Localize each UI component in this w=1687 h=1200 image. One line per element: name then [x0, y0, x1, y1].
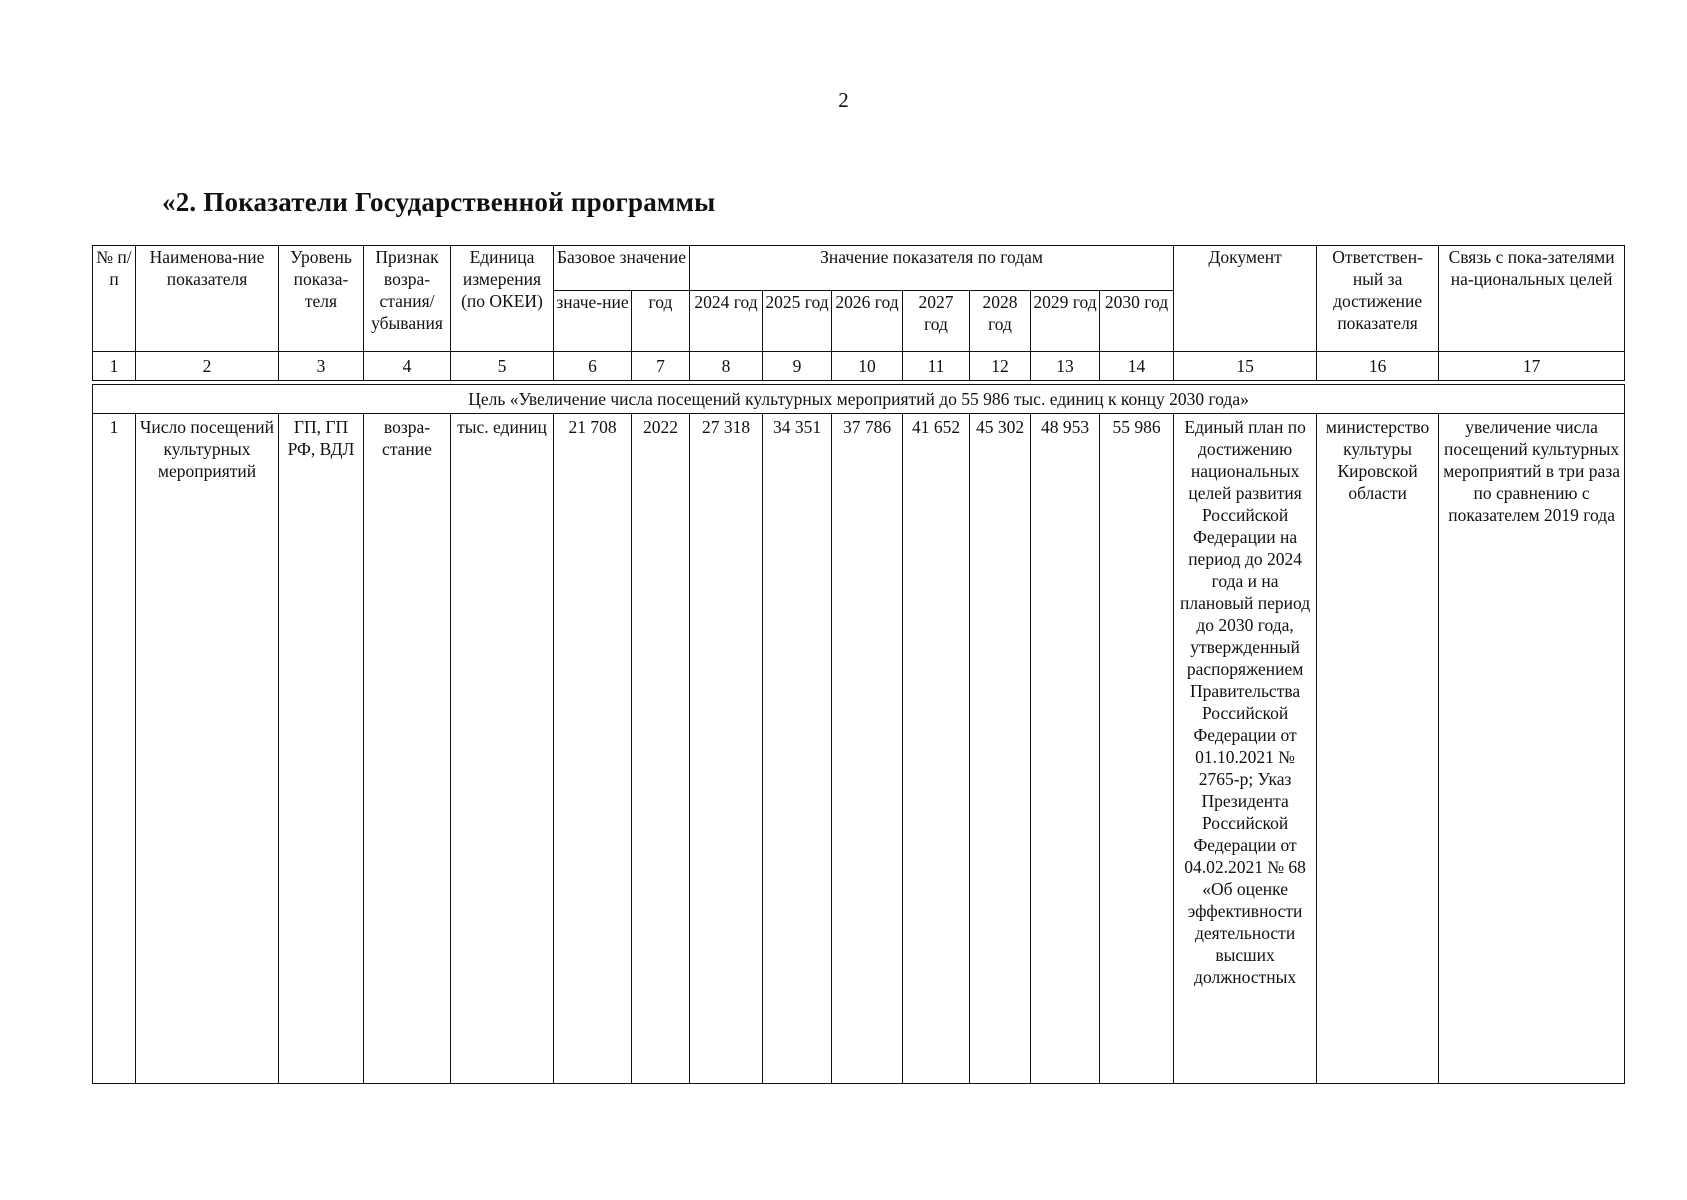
row-name: Число посещений культурных мероприятий: [136, 414, 279, 1084]
goal-text: Цель «Увеличение числа посещений культурных мероприятий до 55 986 тыс. единиц к концу 2030 года»: [93, 385, 1625, 414]
header-year-2024: 2024 год: [690, 291, 763, 352]
column-number: 12: [970, 352, 1031, 381]
goal-row: [93, 385, 1625, 414]
column-number: 4: [364, 352, 451, 381]
header-unit: Единица измерения (по ОКЕИ): [451, 246, 554, 352]
column-number: 17: [1439, 352, 1625, 381]
row-document: Единый план по достижению национальных целей развития Российской Федерации на период до 2024 года и на плановый период до 2030 года, утвержденный распоряжением Правительства Российской Федерации от 01.10.2021 № 2765-р; Указ Президента Российской Федерации от 04.02.2021 № 68 «Об оценке эффективности деятельности высших должностных: [1174, 414, 1317, 1084]
header-year-2030: 2030 год: [1100, 291, 1174, 352]
header-base: Базовое значение: [554, 246, 690, 291]
column-number: 15: [1174, 352, 1317, 381]
header-year-2028: 2028 год: [970, 291, 1031, 352]
header-link: Связь с пока-зателями на-циональных целей: [1439, 246, 1625, 352]
row-value-2029: 48 953: [1031, 414, 1100, 1084]
column-number: 3: [279, 352, 364, 381]
column-number: 14: [1100, 352, 1174, 381]
header-year-2025: 2025 год: [763, 291, 832, 352]
section-title: «2. Показатели Государственной программы: [162, 187, 716, 217]
column-number: 16: [1317, 352, 1439, 381]
column-number: 6: [554, 352, 632, 381]
row-value-2026: 37 786: [832, 414, 903, 1084]
column-number: 5: [451, 352, 554, 381]
row-value-2027: 41 652: [903, 414, 970, 1084]
header-num: № п/п: [93, 246, 136, 352]
row-link: увеличение числа посещений культурных мероприятий в три раза по сравнению с показателем 2019 года: [1439, 414, 1625, 1084]
row-value-2030: 55 986: [1100, 414, 1174, 1084]
header-document: Документ: [1174, 246, 1317, 352]
page-number: 2: [838, 88, 849, 112]
column-number: 10: [832, 352, 903, 381]
table-row: [93, 414, 1625, 1084]
column-number: 8: [690, 352, 763, 381]
column-number: 1: [93, 352, 136, 381]
row-value-2028: 45 302: [970, 414, 1031, 1084]
row-base-year: 2022: [632, 414, 690, 1084]
column-number: 2: [136, 352, 279, 381]
column-number: 13: [1031, 352, 1100, 381]
column-number: 11: [903, 352, 970, 381]
indicators-table: [92, 245, 1625, 1084]
header-responsible: Ответствен-ный за достижение показателя: [1317, 246, 1439, 352]
row-responsible: министерство культуры Кировской области: [1317, 414, 1439, 1084]
row-sign: возра-стание: [364, 414, 451, 1084]
row-level: ГП, ГП РФ, ВДЛ: [279, 414, 364, 1084]
row-base-value: 21 708: [554, 414, 632, 1084]
column-number: 7: [632, 352, 690, 381]
header-year-2026: 2026 год: [832, 291, 903, 352]
header-base-value: значе-ние: [554, 291, 632, 352]
header-row-top: [93, 246, 1625, 291]
header-years-group: Значение показателя по годам: [690, 246, 1174, 291]
header-name: Наименова-ние показателя: [136, 246, 279, 352]
header-level: Уровень показа-теля: [279, 246, 364, 352]
column-number: 9: [763, 352, 832, 381]
header-base-year: год: [632, 291, 690, 352]
header-year-2029: 2029 год: [1031, 291, 1100, 352]
row-value-2025: 34 351: [763, 414, 832, 1084]
column-numbers-row: [93, 352, 1625, 381]
header-sign: Признак возра-стания/ убывания: [364, 246, 451, 352]
header-year-2027: 2027 год: [903, 291, 970, 352]
row-num: 1: [93, 414, 136, 1084]
row-unit: тыс. единиц: [451, 414, 554, 1084]
row-value-2024: 27 318: [690, 414, 763, 1084]
